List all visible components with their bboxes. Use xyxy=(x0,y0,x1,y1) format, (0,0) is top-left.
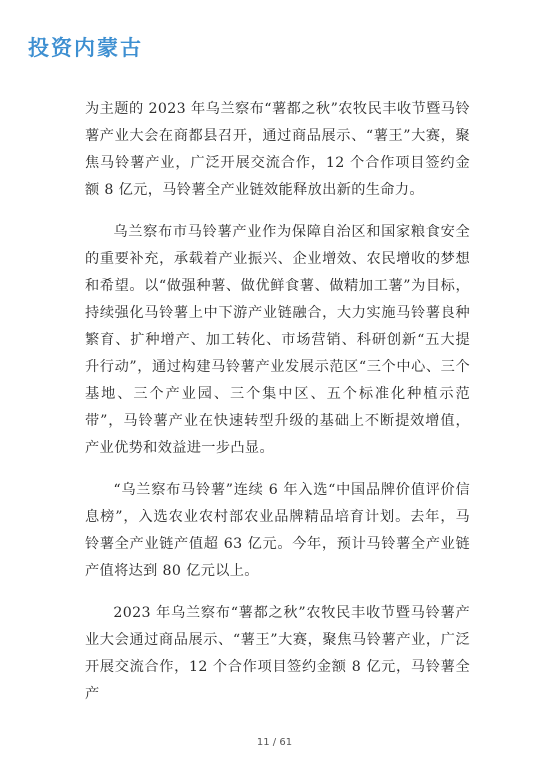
page-number: 11 / 61 xyxy=(256,737,293,748)
paragraph-2: 乌兰察布市马铃薯产业作为保障自治区和国家粮食安全的重要补充，承载着产业振兴、企业增效、农民增收的梦想和希望。以“做强种薯、做优鲜食薯、做精加工薯”为目标，持续强化马铃薯上中下游产业链融合，大力实施马铃薯良种繁育、扩种增产、加工转化、市场营销、科研创新“五大提升行动”，通过构建马铃薯产业发展示范区“三个中心、三个基地、三个产业园、三个集中区、五个标准化种植示范带”，马铃薯产业在快速转型升级的基础上不断提效增值，产业优势和效益进一步凸显。 xyxy=(85,224,470,456)
paragraph-4: 2023 年乌兰察布“薯都之秋”农牧民丰收节暨马铃薯产业大会通过商品展示、“薯王”大赛，聚焦马铃薯产业，广泛开展交流合作，12 个合作项目签约金额 8 亿元，马铃薯全产 xyxy=(85,605,470,702)
paragraph-3: “乌兰察布马铃薯”连续 6 年入选“中国品牌价值评价信息榜”，入选农业农村部农业品牌精品培育计划。去年，马铃薯全产业链产值超 63 亿元。今年，预计马铃薯全产业链产值将达到 80 亿元以上。 xyxy=(85,482,470,579)
page-title: 投资内蒙古 xyxy=(28,36,143,60)
paragraph-1: 为主题的 2023 年乌兰察布“薯都之秋”农牧民丰收节暨马铃薯产业大会在商都县召开，通过商品展示、“薯王”大赛，聚焦马铃薯产业，广泛开展交流合作，12 个合作项目签约金额 8 亿元，马铃薯全产业链效能释放出新的生命力。 xyxy=(85,101,470,198)
article-body xyxy=(85,96,470,723)
